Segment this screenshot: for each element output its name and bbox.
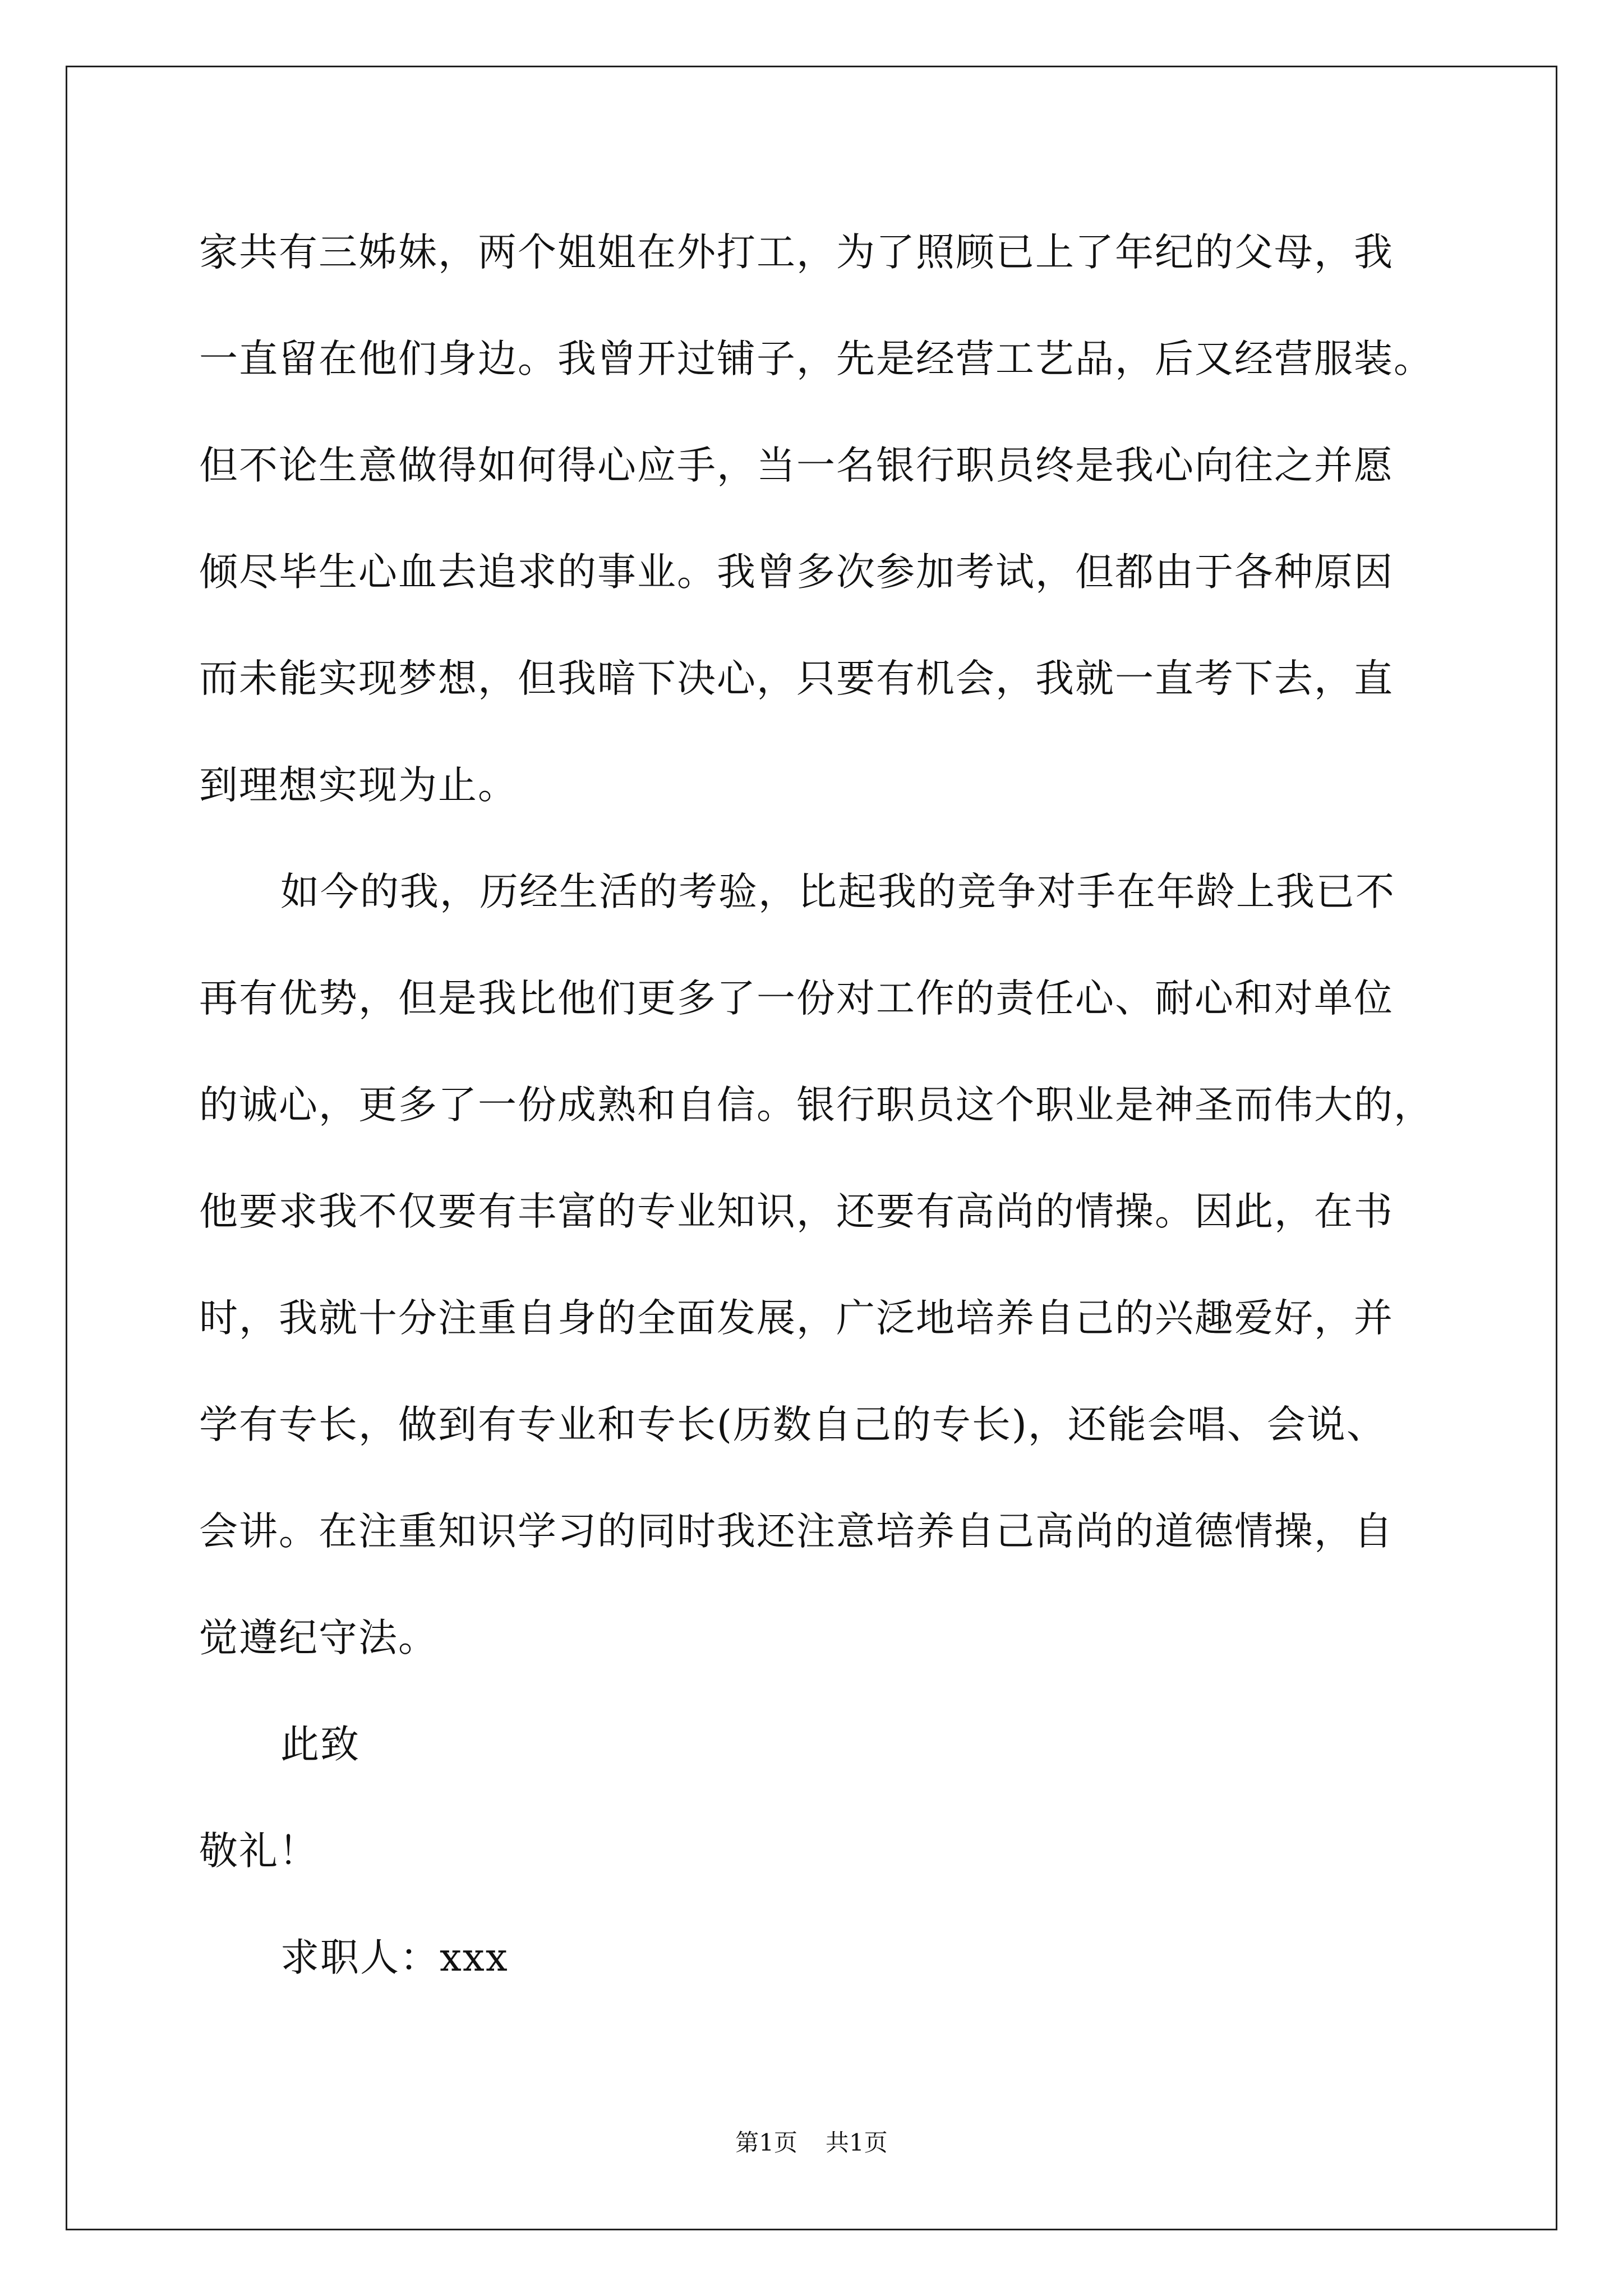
body-line-3: 但不论生意做得如何得心应手，当一名银行职员终是我心向往之并愿 xyxy=(199,443,1394,488)
salutation-text: 敬礼！ xyxy=(199,1829,319,1874)
body-line-14: 觉遵纪守法。 xyxy=(199,1616,438,1660)
body-line-7: 如今的我，历经生活的考验，比起我的竞争对手在年龄上我已不 xyxy=(280,869,1395,914)
body-line-11: 时，我就十分注重自身的全面发展，广泛地培养自己的兴趣爱好，并 xyxy=(199,1296,1394,1341)
body-line-13: 会讲。在注重知识学习的同时我还注意培养自己高尚的道德情操，自 xyxy=(199,1509,1394,1554)
body-line-5: 而未能实现梦想，但我暗下决心，只要有机会，我就一直考下去，直 xyxy=(199,656,1394,701)
body-line-6: 到理想实现为止。 xyxy=(199,763,518,808)
body-line-10: 他要求我不仅要有丰富的专业知识，还要有高尚的情操。因此，在书 xyxy=(199,1189,1394,1234)
page-border xyxy=(66,66,1557,2230)
body-line-12: 学有专长，做到有专业和专长(历数自己的专长)，还能会唱、会说、 xyxy=(199,1402,1386,1447)
signature-text: 求职人：xxx xyxy=(280,1935,509,1980)
body-line-8: 再有优势，但是我比他们更多了一份对工作的责任心、耐心和对单位 xyxy=(199,976,1394,1021)
body-line-9: 的诚心，更多了一份成熟和自信。银行职员这个职业是神圣而伟大的， xyxy=(199,1083,1433,1128)
body-line-1: 家共有三姊妹，两个姐姐在外打工，为了照顾已上了年纪的父母，我 xyxy=(199,230,1394,275)
page-footer xyxy=(0,2129,1623,2157)
body-line-4: 倾尽毕生心血去追求的事业。我曾多次参加考试，但都由于各种原因 xyxy=(199,550,1394,595)
page-number-total: 共1页 xyxy=(826,2129,888,2156)
closing-text: 此致 xyxy=(280,1722,360,1767)
body-line-2: 一直留在他们身边。我曾开过铺子，先是经营工艺品，后又经营服装。 xyxy=(199,337,1433,381)
page-number-current: 第1页 xyxy=(735,2129,797,2156)
